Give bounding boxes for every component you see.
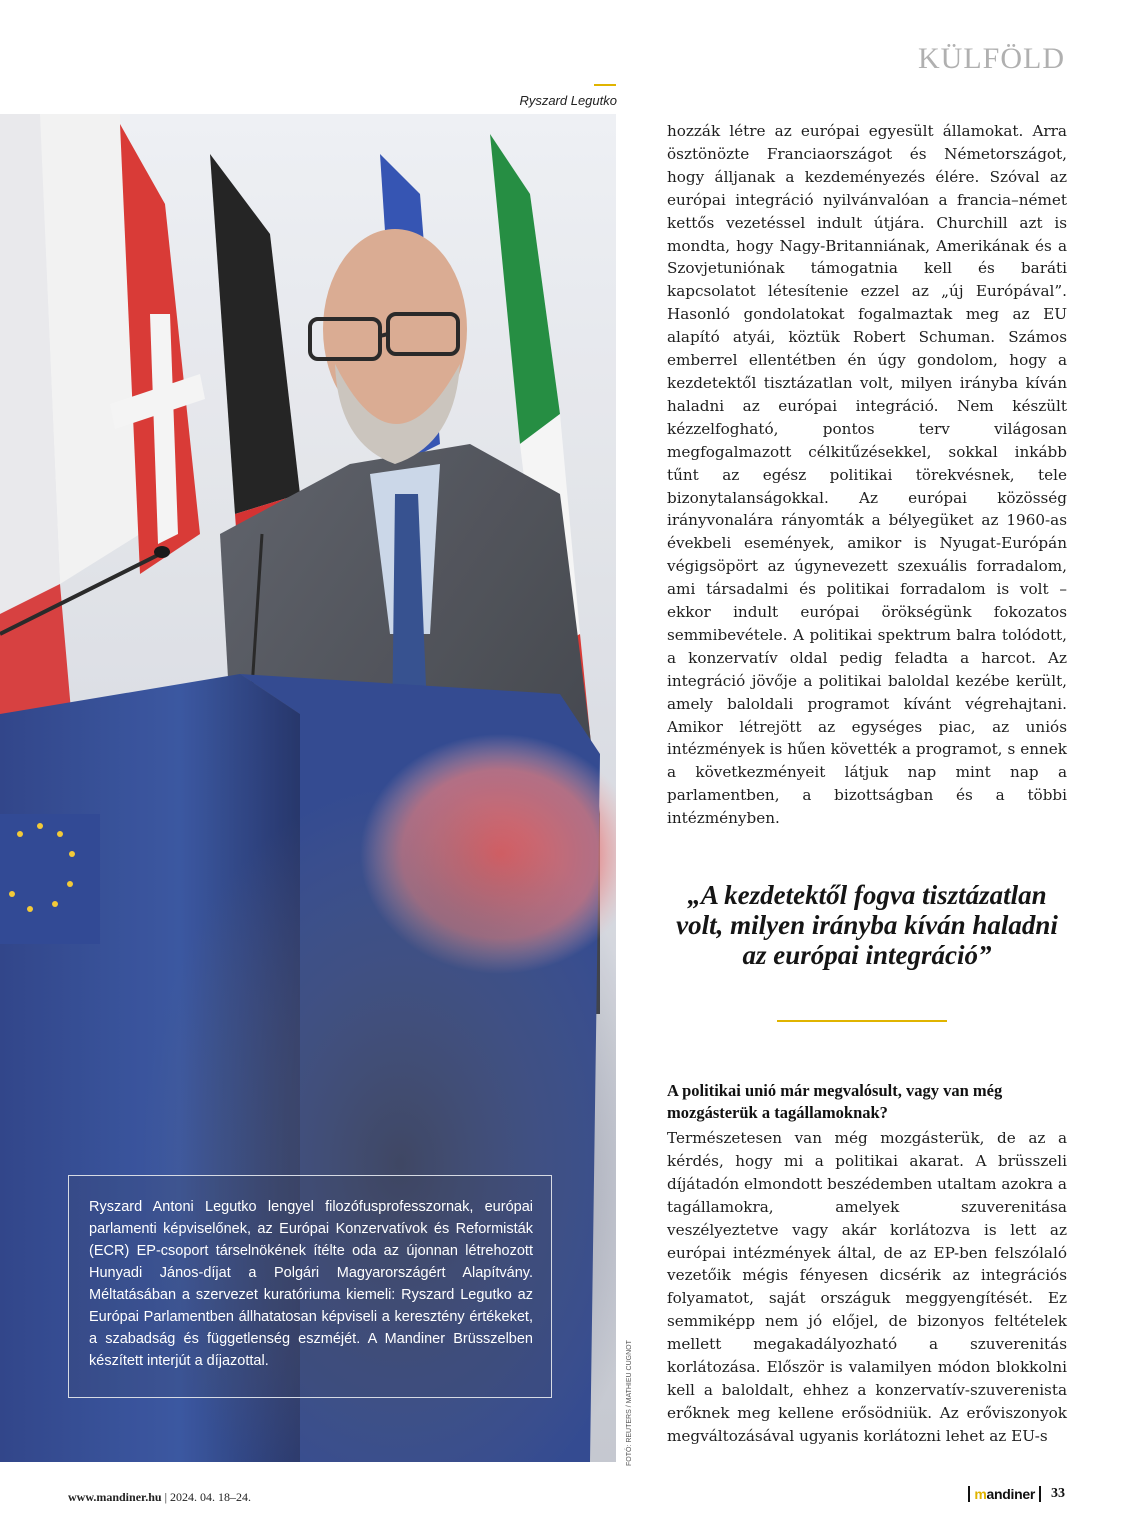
caption-rule (594, 84, 616, 86)
footer-date: 2024. 04. 18–24. (170, 1490, 251, 1504)
interview-question: A politikai unió már megvalósult, vagy van még mozgásterük a tagállamoknak? (667, 1081, 1003, 1122)
footer-separator: | (164, 1490, 170, 1504)
footer-site: www.mandiner.hu (68, 1490, 162, 1504)
intro-box (68, 1175, 552, 1398)
footer-right (968, 1486, 1065, 1502)
photo-credit: FOTÓ: REUTERS / MATHIEU CUGNOT (626, 1340, 633, 1466)
footer-left (68, 1490, 251, 1505)
quote-rule (777, 1020, 947, 1022)
brand-logo (968, 1486, 1041, 1502)
page-number: 33 (1051, 1486, 1065, 1501)
article-body-top: hozzák létre az európai egyesült államokat. Arra ösztönözte Franciaországot és Németországot, hogy álljanak a kezdeményezés élére. Szóval az európai integráció nyilvánvalóan a francia–német kettős vezetéssel indult útjára. Churchill azt is mondta, hogy Nagy-Britanniának, Amerikának és a Szovjetuniónak támogatnia kell és baráti kapcsolatot létesítenie ezzel az „új Európával”. Hasonló gondolatokat fogalmaztak meg az EU alapító atyái, köztük Robert Schuman. Számos emberrel ellentétben én úgy gondolom, hogy a kezdetektől tisztázatlan volt, milyen irányba kíván haladni az európai integráció. Nem készült kézzelfogható, pontos terv világosan megfogalmazott célkitűzésekkel, sokkal inkább tűnt az egész politikai törekvésnek, tele bizonytalanságokkal. Az európai közösség irányvonalára rányomták a bélyegüket az 1960-as évekbeli események, amikor is Nyugat-Európán végigsöpört az úgynevezett szexuális forradalom, ami társadalmi és politikai forradalom is volt – ekkor indult európai örökségünk fokozatos semmibevétele. A politikai spektrum balra tolódott, a konzervatív oldal pedig feladta a harcot. Az integráció jövője a politikai baloldal kezébe került, amely baloldali programot kívánt végrehajtani. Amikor létrejött az egységes piac, az uniós intézmények is hűen követték a programot, s ennek a következményeit látjuk nap mint nap a parlamentben, a bizottságban és a többi intézményben. (667, 122, 1067, 828)
brand-logo-m: m (974, 1486, 987, 1502)
article-body-bottom: Természetesen van még mozgásterük, de az a kérdés, hogy mi a politikai akarat. A brüsszeli díjátadón elmondott beszédemben utaltam azokra a tagállamokra, amelyek szuverenitása veszélyeztetve vagy akár korlátozva is lett az európai intézmények által, de az EP-ben felszólaló vezetőik mégis fényesen dicsérik az integrációs folyamatot, saját országuk meggyengítését. Ez semmiképp nem jó előjel, de bizonyos feltételek mellett megakadályozható a szuverenitás korlátozása. Először is valamilyen módon blokkolni kell a baloldalt, ehhez a konzervatív-szuverenista erőknek meg kellene erősödniük. Az erőviszonyok megváltozásával ugyanis korlátozni lehet az EU-s (667, 1129, 1067, 1445)
section-label: KÜLFÖLD (918, 42, 1065, 75)
pull-quote: „A kezdetektől fogva tisztázatlan volt, milyen irányba kíván haladni az európai integráció” (676, 880, 1058, 970)
intro-text: Ryszard Antoni Legutko lengyel filozófusprofesszornak, európai parlamenti képviselőnek, az Európai Konzervatívok és Reformisták (ECR) EP-csoport társelnökének ítélte oda az újonnan létrehozott Hunyadi János-díjat a Polgári Magyarországért Alapítvány. Méltatásában a szervezet kuratóriuma kiemeli: Ryszard Legutko az Európai Parlamentben állhatatosan képviseli a keresztény értékeket, a szabadság és függetlenség eszméjét. A Mandiner Brüsszelben készített interjút a díjazottal. (89, 1199, 533, 1369)
brand-logo-rest: andiner (986, 1486, 1035, 1502)
photo-caption: Ryszard Legutko (519, 93, 617, 108)
